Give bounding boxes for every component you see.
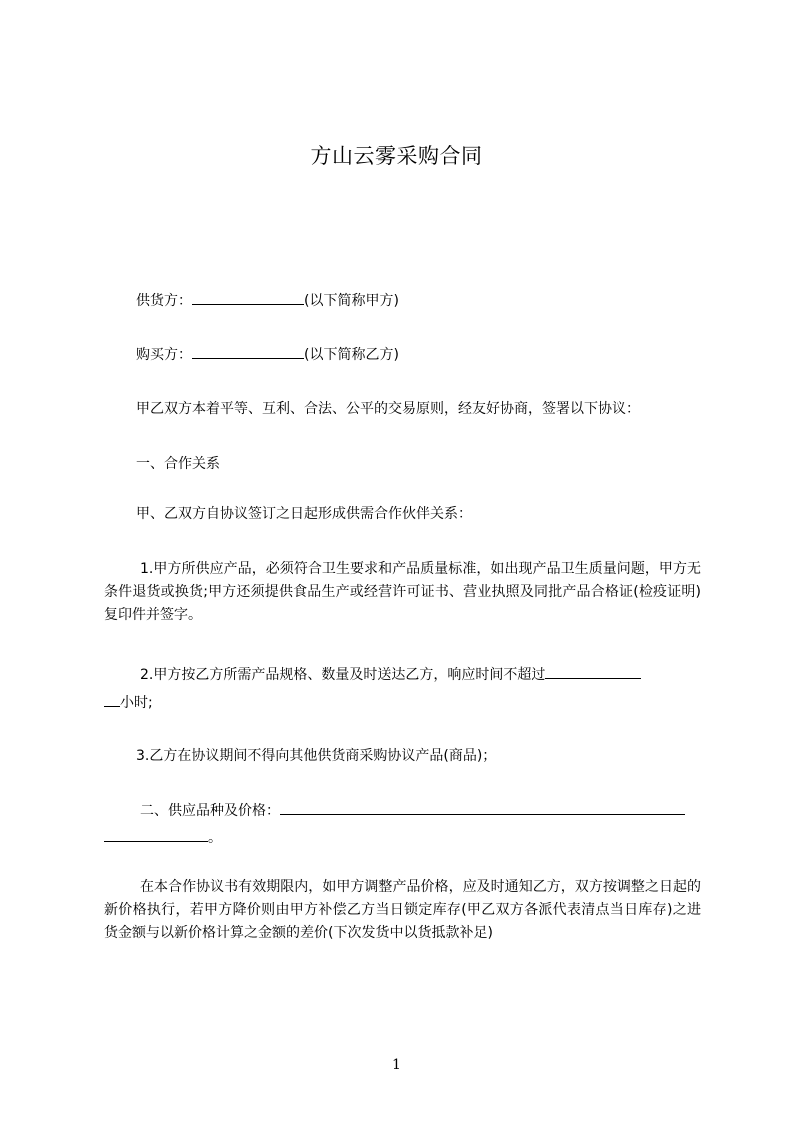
section2-suffix: 。 bbox=[208, 830, 222, 846]
supplier-line bbox=[136, 289, 736, 313]
section1-text: 甲、乙双方自协议签订之日起形成供需合作伙伴关系： bbox=[136, 506, 472, 522]
supplier-blank bbox=[192, 289, 304, 305]
item-2-suffix: 小时; bbox=[120, 695, 153, 711]
section1-heading: 一、合作关系 bbox=[136, 456, 220, 472]
section2-blank bbox=[280, 799, 685, 815]
item-2-blank bbox=[545, 663, 641, 679]
item-2-blank-end bbox=[104, 691, 120, 707]
item-3: 3.乙方在协议期间不得向其他供货商采购协议产品(商品)； bbox=[136, 748, 497, 764]
section2-blank-end bbox=[104, 826, 208, 842]
buyer-blank bbox=[192, 343, 304, 359]
item-2-text: 2.甲方按乙方所需产品规格、数量及时送达乙方，响应时间不超过 bbox=[140, 667, 546, 683]
item-1: 1.甲方所供应产品，必须符合卫生要求和产品质量标准，如出现产品卫生质量问题，甲方无条件退货或换货;甲方还须提供食品生产或经营许可证书、营业执照及同批产品合格证(检疫证明)复印件并签字。 bbox=[104, 561, 701, 623]
buyer-label: 购买方： bbox=[136, 347, 192, 363]
item-2-line1 bbox=[140, 663, 740, 687]
intro-paragraph: 甲乙双方本着平等、互利、合法、公平的交易原则，经友好协商，签署以下协议： bbox=[136, 401, 640, 417]
item-2-line2 bbox=[104, 691, 704, 715]
supplier-suffix: (以下简称甲方) bbox=[304, 293, 399, 309]
page-number: 1 bbox=[392, 1057, 401, 1073]
buyer-suffix: (以下简称乙方) bbox=[304, 347, 399, 363]
buyer-line bbox=[136, 343, 736, 367]
section2-heading: 二、供应品种及价格： bbox=[140, 803, 280, 819]
section2-line1 bbox=[140, 799, 740, 823]
price-clause: 在本合作协议书有效期限内，如甲方调整产品价格，应及时通知乙方，双方按调整之日起的新价格执行，若甲方降价则由甲方补偿乙方当日锁定库存(甲乙双方各派代表清点当日库存)之进货金额与以新价格计算之金额的差价(下次发货中以货抵款补足) bbox=[104, 879, 701, 941]
document-title: 方山云雾采购合同 bbox=[310, 144, 483, 168]
section2-line2 bbox=[104, 826, 704, 850]
supplier-label: 供货方： bbox=[136, 293, 192, 309]
